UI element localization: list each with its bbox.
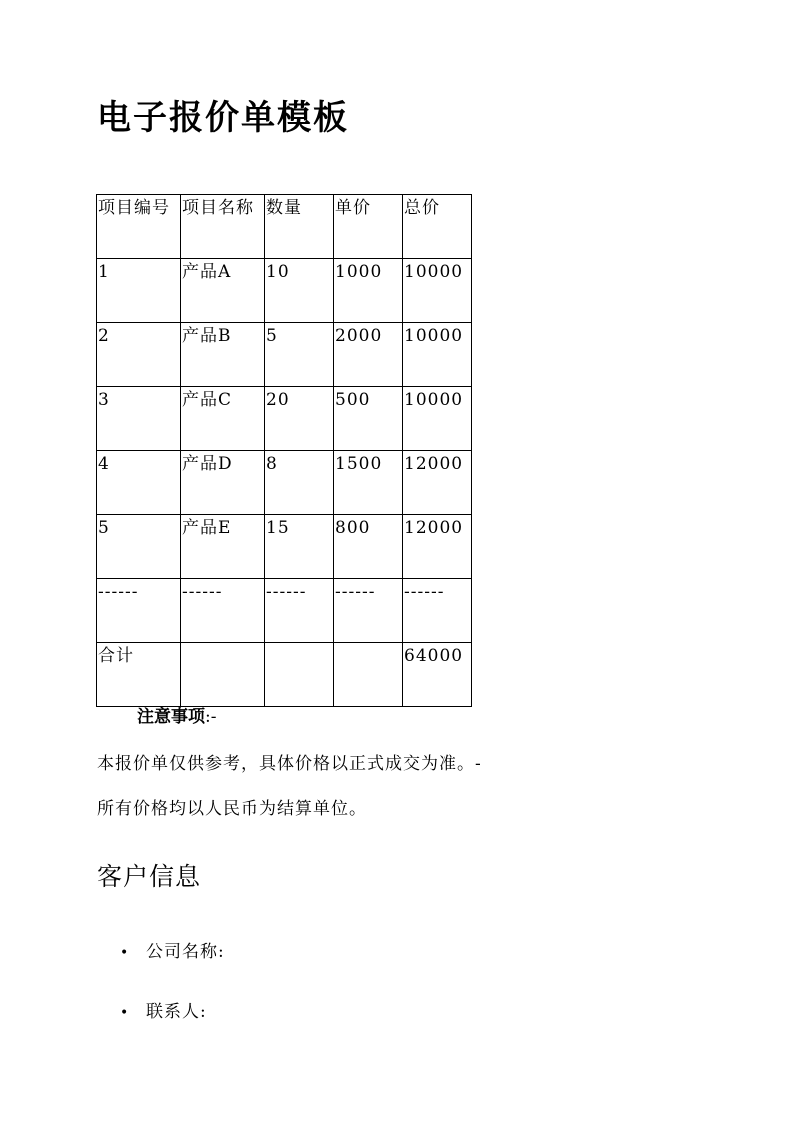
cell-total-price: 10000 <box>403 387 472 451</box>
notes-label-text: 注意事项 <box>137 707 205 727</box>
table-total-row <box>97 643 472 707</box>
separator-cell: ------ <box>265 579 334 643</box>
table-row <box>97 323 472 387</box>
empty-cell <box>181 643 265 707</box>
cell-item-id: 4 <box>97 451 181 515</box>
cell-item-name: 产品A <box>181 259 265 323</box>
separator-cell: ------ <box>97 579 181 643</box>
notes-label-suffix: :- <box>205 707 217 727</box>
cell-item-id: 1 <box>97 259 181 323</box>
separator-cell: ------ <box>403 579 472 643</box>
separator-cell: ------ <box>181 579 265 643</box>
bullet-icon: • <box>120 1005 130 1021</box>
notes-label <box>137 705 216 729</box>
cell-total-price: 12000 <box>403 515 472 579</box>
list-item <box>120 940 225 965</box>
note-line: 本报价单仅供参考，具体价格以正式成交为准。- <box>97 754 482 774</box>
header-unit-price: 单价 <box>334 195 403 259</box>
header-item-name: 项目名称 <box>181 195 265 259</box>
cell-quantity: 20 <box>265 387 334 451</box>
empty-cell <box>265 643 334 707</box>
cell-unit-price: 1500 <box>334 451 403 515</box>
page-title: 电子报价单模板 <box>97 98 349 138</box>
cell-unit-price: 500 <box>334 387 403 451</box>
quote-table <box>96 194 472 707</box>
cell-quantity: 10 <box>265 259 334 323</box>
total-amount: 64000 <box>403 643 472 707</box>
cell-item-name: 产品B <box>181 323 265 387</box>
table-header-row <box>97 195 472 259</box>
cell-item-id: 5 <box>97 515 181 579</box>
cell-unit-price: 1000 <box>334 259 403 323</box>
header-total-price: 总价 <box>403 195 472 259</box>
cell-quantity: 8 <box>265 451 334 515</box>
empty-cell <box>334 643 403 707</box>
cell-unit-price: 2000 <box>334 323 403 387</box>
table-row <box>97 259 472 323</box>
total-label: 合计 <box>97 643 181 707</box>
cell-total-price: 10000 <box>403 259 472 323</box>
table-row <box>97 515 472 579</box>
cell-total-price: 10000 <box>403 323 472 387</box>
cell-unit-price: 800 <box>334 515 403 579</box>
contact-person-label: 联系人: <box>146 1002 207 1022</box>
customer-info-heading: 客户信息 <box>97 862 202 891</box>
cell-quantity: 5 <box>265 323 334 387</box>
cell-item-name: 产品C <box>181 387 265 451</box>
cell-item-id: 3 <box>97 387 181 451</box>
bullet-icon: • <box>120 945 130 961</box>
header-item-id: 项目编号 <box>97 195 181 259</box>
note-line: 所有价格均以人民币为结算单位。 <box>97 799 367 819</box>
table-row <box>97 451 472 515</box>
table-separator-row <box>97 579 472 643</box>
list-item <box>120 1000 207 1025</box>
company-name-label: 公司名称: <box>146 942 225 962</box>
table-row <box>97 387 472 451</box>
separator-cell: ------ <box>334 579 403 643</box>
cell-item-name: 产品D <box>181 451 265 515</box>
cell-item-id: 2 <box>97 323 181 387</box>
cell-item-name: 产品E <box>181 515 265 579</box>
cell-total-price: 12000 <box>403 451 472 515</box>
cell-quantity: 15 <box>265 515 334 579</box>
header-quantity: 数量 <box>265 195 334 259</box>
